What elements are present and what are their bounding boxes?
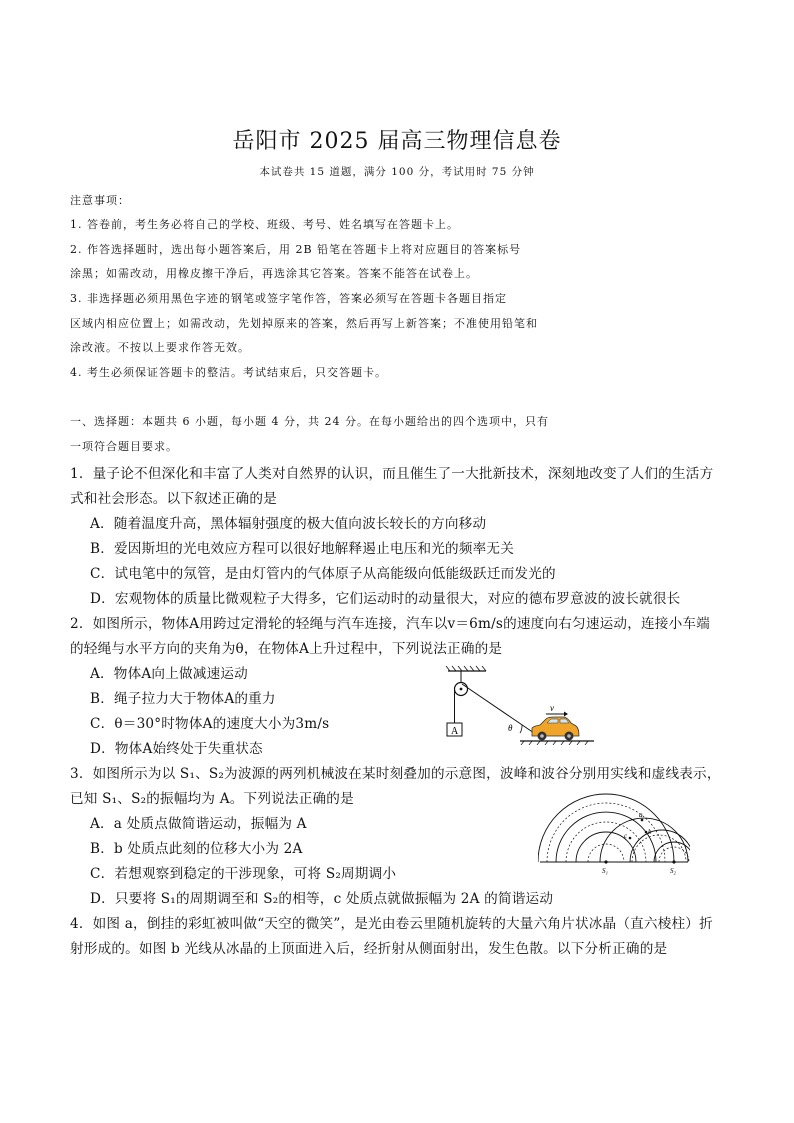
q2-stem: 2．如图所示，物体A用跨过定滑轮的轻绳与汽车连接，汽车以v＝6m/s的速度向右匀速运动，连接小车端	[70, 616, 710, 632]
point-c-dot	[629, 837, 632, 840]
q4-stem: 4．如图 a，倒挂的彩虹被叫做“天空的微笑”，是光由卷云里随机旋转的大量六角片状冰晶（直六棱柱）折	[70, 916, 713, 932]
label-b: b	[648, 828, 652, 836]
angle-label: θ	[508, 723, 513, 733]
pulley-car-figure	[442, 665, 602, 745]
notice-line: 涂黑；如需改动，用橡皮擦干净后，再选涂其它答案。答案不能答在试卷上。	[70, 267, 478, 280]
q3-stem: 3．如图所示为以 S₁、S₂为波源的两列机械波在某时刻叠加的示意图，波峰和波谷分别用实线和虚线表示，	[70, 766, 721, 782]
notice-line: 1. 答卷前，考生务必将自己的学校、班级、考号、姓名填写在答题卡上。	[70, 218, 459, 231]
page-title: 岳阳市 2025 届高三物理信息卷	[232, 129, 562, 154]
velocity-label: v	[550, 703, 554, 713]
exam-subtitle: 本试卷共 15 道题，满分 100 分，考试用时 75 分钟	[259, 166, 535, 178]
notice-line: 区域内相应位置上；如需改动，先划掉原来的答案，然后再写上新答案；不准使用铅笔和	[70, 317, 538, 330]
label-c: c	[624, 832, 628, 840]
s1-wavefronts	[538, 794, 674, 862]
q2-option-b: B．绳子拉力大于物体A的重力	[90, 691, 276, 707]
source-s1-dot	[604, 860, 607, 863]
q2-option-a: A．物体A向上做减速运动	[90, 666, 248, 682]
label-a: a	[639, 811, 643, 819]
section-heading: 一、选择题：本题共 6 小题，每小题 4 分，共 24 分。在每小题给出的四个选项中，只有	[70, 415, 549, 428]
q1-stem-cont: 式和社会形态。以下叙述正确的是	[70, 491, 277, 507]
q2-stem-cont: 的轻绳与水平方向的夹角为θ，在物体A上升过程中，下列说法正确的是	[70, 641, 503, 657]
q3-option-b: B．b 处质点此刻的位移大小为 2A	[90, 841, 303, 857]
block-label: A	[451, 726, 459, 737]
label-s2: S₂	[670, 867, 676, 875]
ceiling-support	[446, 666, 486, 683]
source-s2-dot	[672, 860, 675, 863]
point-b-dot	[645, 831, 648, 834]
notice-line: 涂改液。不按以上要求作答无效。	[70, 341, 250, 354]
q1-stem: 1．量子论不但深化和丰富了人类对自然界的认识，而且催生了一大批新技术，深刻地改变了人们的生活方	[70, 466, 714, 482]
q1-option-b: B．爱因斯坦的光电效应方程可以很好地解释遏止电压和光的频率无关	[90, 541, 514, 557]
q3-option-c: C．若想观察到稳定的干涉现象，可将 S₂周期调小	[90, 866, 397, 882]
q3-option-a: A．a 处质点做简谐运动，振幅为 A	[90, 816, 307, 832]
section-heading-cont: 一项符合题目要求。	[70, 440, 178, 453]
q4-stem-cont: 射形成的。如图 b 光线从冰晶的上顶面进入后，经折射从侧面射出，发生色散。以下分析正确的是	[70, 941, 668, 957]
q2-option-d: D．物体A始终处于失重状态	[90, 741, 263, 757]
q3-stem-cont: 已知 S₁、S₂的振幅均为 A。下列说法正确的是	[70, 791, 354, 807]
notice-line: 3. 非选择题必须用黑色字迹的钢笔或签字笔作答，答案必须写在答题卡各题目指定	[70, 292, 507, 305]
notice-line: 4. 考生必须保证答题卡的整洁。考试结束后，只交答题卡。	[70, 366, 387, 379]
wave-interference-figure	[538, 782, 690, 878]
point-a-dot	[641, 819, 644, 822]
notice-line: 2. 作答选择题时，选出每小题答案后，用 2B 铅笔在答题卡上将对应题目的答案标号	[70, 243, 522, 256]
q3-option-d: D．只要将 S₁的周期调至和 S₂的相等，c 处质点就做振幅为 2A 的简谐运动	[90, 891, 554, 907]
car	[532, 717, 579, 741]
label-s1: S₁	[602, 867, 608, 875]
q1-option-c: C．试电笔中的氖管，是由灯管内的气体原子从高能级向低能级跃迁而发光的	[90, 566, 556, 582]
q2-option-c: C．θ＝30°时物体A的速度大小为3m/s	[90, 716, 330, 732]
q1-option-a: A．随着温度升高，黑体辐射强度的极大值向波长较长的方向移动	[90, 516, 487, 532]
rope-slanted	[462, 684, 534, 733]
notice-heading: 注意事项：	[70, 194, 130, 207]
s2-wavefronts	[600, 818, 690, 862]
q1-option-d: D．宏观物体的质量比微观粒子大得多，它们运动时的动量很大，对应的德布罗意波的波长就很长	[90, 591, 681, 607]
ground	[520, 741, 594, 745]
